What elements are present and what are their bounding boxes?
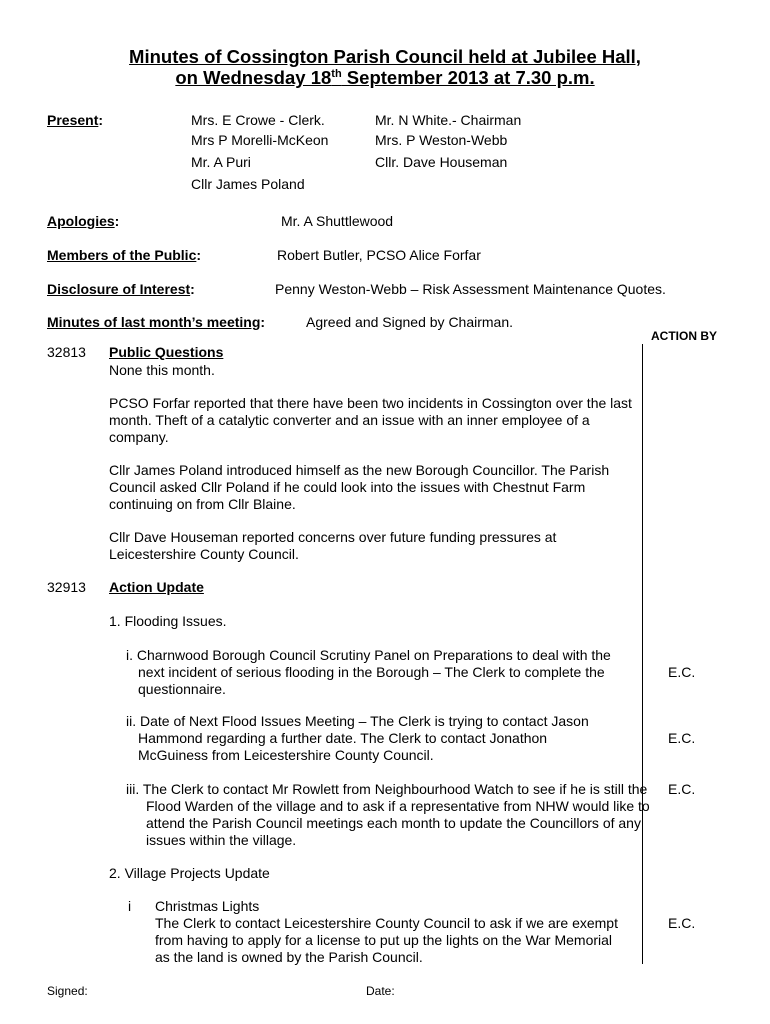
present-label-text: Present — [47, 112, 99, 128]
item-number-32813: 32813 — [47, 344, 86, 360]
flooding-item-ii-action: E.C. — [668, 730, 696, 746]
date-label: Date: — [366, 984, 395, 998]
item-heading-public-questions: Public Questions — [109, 344, 224, 360]
disclosure-colon: : — [190, 281, 195, 297]
flooding-item-iii: iii. The Clerk to contact Mr Rowlett from Neighbourhood Watch to see if he is still the Flood Warden of the village and to ask if a representative from NHW would like to attend the Parish Council meetings each month to update the Councillors of any issues within the village. — [126, 781, 650, 848]
apologies-value: Mr. A Shuttlewood — [281, 213, 394, 229]
item-heading-action-update: Action Update — [109, 579, 204, 595]
last-minutes-label — [47, 314, 265, 330]
title-line2-start: on Wednesday 18 — [175, 67, 332, 88]
page-title: Minutes of Cossington Parish Council held at Jubilee Hall, — [129, 46, 641, 67]
projects-item-number: i — [128, 898, 132, 914]
flooding-issues-heading: 1. Flooding Issues. — [109, 613, 227, 629]
public-value: Robert Butler, PCSO Alice Forfar — [277, 247, 481, 263]
present-right-2: Mrs. P Weston-Webb — [375, 132, 508, 148]
flooding-item-ii: ii. Date of Next Flood Issues Meeting – The Clerk is trying to contact Jason Hammond regarding a further date. The Clerk to contact Jonathon McGuiness from Leicestershire County Council. — [126, 713, 589, 763]
flooding-item-i: i. Charnwood Borough Council Scrutiny Panel on Preparations to deal with the next incident of serious flooding in the Borough – The Clerk to complete the questionnaire. — [126, 647, 611, 697]
flooding-item-i-action: E.C. — [668, 664, 696, 680]
christmas-lights-text: The Clerk to contact Leicestershire County Council to ask if we are exempt from having to apply for a license to put up the lights on the War Memorial as the land is owned by the Parish Council. — [155, 915, 618, 965]
apologies-colon: : — [114, 213, 120, 229]
last-minutes-value: Agreed and Signed by Chairman. — [306, 314, 514, 330]
public-colon: : — [196, 247, 202, 263]
christmas-lights-title: Christmas Lights — [155, 898, 260, 914]
last-minutes-colon: : — [260, 314, 266, 330]
item1-paragraph-pcso: PCSO Forfar reported that there have been two incidents in Cossington over the last month. Theft of a catalytic converter and an issue with an inner employee of a company. — [109, 395, 632, 445]
present-left-3: Mr. A Puri — [191, 154, 251, 170]
item-number-32913: 32913 — [47, 579, 86, 595]
present-label — [47, 112, 103, 128]
action-column-divider — [642, 344, 643, 964]
page-subtitle — [0, 67, 770, 89]
last-minutes-label-text: Minutes of last month’s meeting — [47, 314, 261, 330]
item1-paragraph-houseman: Cllr Dave Houseman reported concerns over future funding pressures at Leicestershire County Council. — [109, 529, 557, 562]
apologies-label — [47, 213, 119, 229]
present-left-1: Mrs. E Crowe - Clerk. — [191, 112, 325, 128]
action-by-header: ACTION BY — [651, 329, 717, 343]
present-right-3: Cllr. Dave Houseman — [375, 154, 508, 170]
item1-none: None this month. — [109, 362, 215, 378]
signed-label: Signed: — [47, 984, 88, 998]
present-left-4: Cllr James Poland — [191, 176, 305, 192]
disclosure-label — [47, 281, 195, 297]
village-projects-heading: 2. Village Projects Update — [109, 865, 270, 881]
present-colon: : — [98, 112, 104, 128]
christmas-lights-action: E.C. — [668, 915, 696, 931]
title-line2-end: September 2013 at 7.30 p.m. — [341, 67, 595, 88]
public-label — [47, 247, 201, 263]
apologies-label-text: Apologies — [47, 213, 115, 229]
disclosure-value: Penny Weston-Webb – Risk Assessment Maintenance Quotes. — [275, 281, 666, 297]
disclosure-label-text: Disclosure of Interest — [47, 281, 191, 297]
public-label-text: Members of the Public — [47, 247, 197, 263]
present-left-2: Mrs P Morelli-McKeon — [191, 132, 329, 148]
present-right-1: Mr. N White.- Chairman — [375, 112, 522, 128]
item1-paragraph-poland: Cllr James Poland introduced himself as the new Borough Councillor. The Parish Council asked Cllr Poland if he could look into the issues with Chestnut Farm continuing on from Cllr Blaine. — [109, 462, 610, 512]
title-line2-sup: th — [331, 67, 342, 80]
flooding-item-iii-action: E.C. — [668, 781, 696, 797]
